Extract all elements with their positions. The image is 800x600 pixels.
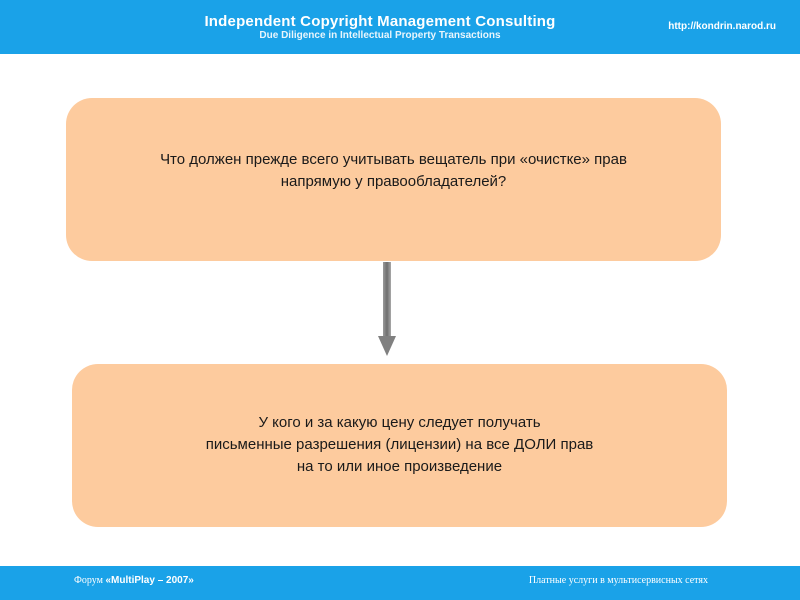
answer-box: [72, 364, 727, 527]
header-url: http://kondrin.narod.ru: [668, 21, 776, 32]
footer-forum-event: «MultiPlay – 2007»: [105, 575, 194, 586]
footer-bar: [0, 566, 800, 600]
footer-forum-prefix: Форум: [74, 575, 106, 586]
footer-topic: Платные услуги в мультисервисных сетях: [528, 575, 708, 586]
header-subtitle: Due Diligence in Intellectual Property Transactions: [259, 30, 501, 41]
header-title: Independent Copyright Management Consulting: [204, 13, 556, 30]
down-arrow-icon: [372, 262, 402, 358]
answer-text: У кого и за какую цену следует получать письменные разрешения (лицензии) на все ДОЛИ прав на то или иное произведение: [205, 413, 594, 475]
question-box: [66, 98, 721, 261]
question-text: Что должен прежде всего учитывать вещатель при «очистке» прав напрямую у правообладателей?: [160, 150, 627, 190]
footer-forum: [74, 575, 194, 586]
header-bar: [0, 0, 800, 54]
